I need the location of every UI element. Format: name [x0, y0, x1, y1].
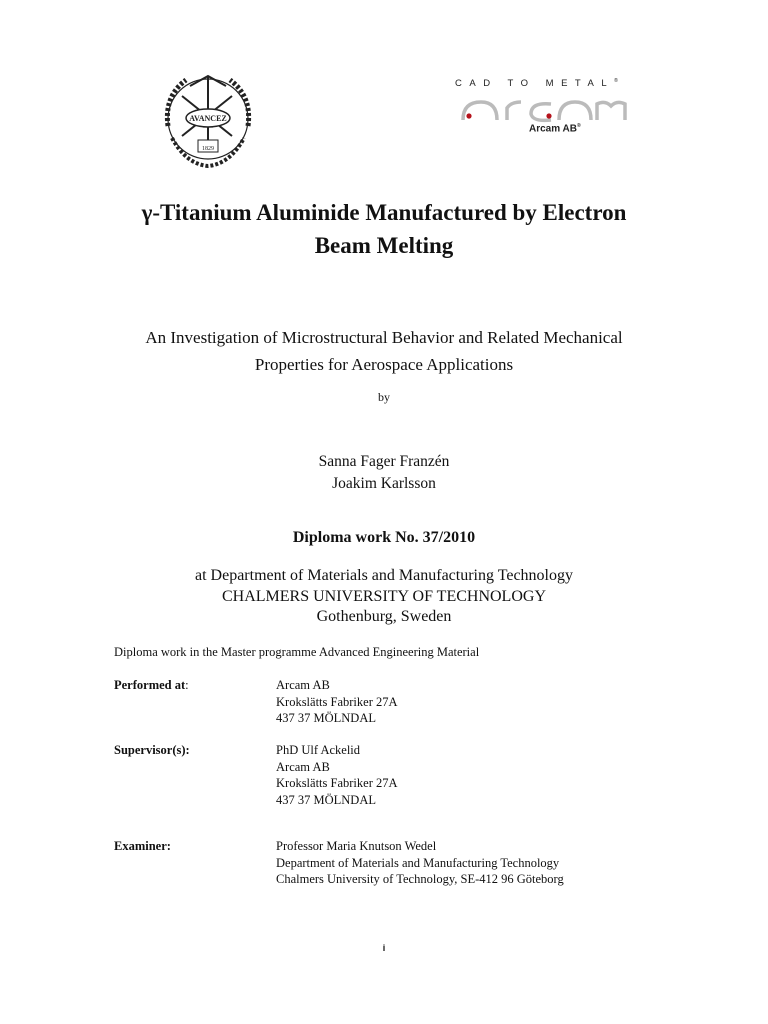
examiner-line: Department of Materials and Manufacturing Technology — [276, 855, 560, 870]
performed-at-label: Performed at: — [114, 678, 189, 692]
supervisor-details — [276, 742, 398, 808]
author-name: Joakim Karlsson — [332, 475, 436, 492]
examiner-line: Chalmers University of Technology, SE-412 96 Göteborg — [276, 872, 564, 886]
authors — [0, 451, 768, 495]
examiner-details — [276, 838, 564, 888]
university-name: CHALMERS UNIVERSITY OF TECHNOLOGY — [221, 587, 546, 605]
address-line: Arcam AB — [276, 678, 330, 692]
supervisor-line: PhD Ulf Ackelid — [276, 743, 361, 757]
subtitle-line-2: Properties for Aerospace Applications — [254, 355, 514, 374]
logo-brand: Arcam AB® — [529, 123, 581, 135]
address-line: 437 37 MÖLNDAL — [276, 711, 376, 725]
address-line: Krokslätts Fabriker 27A — [276, 694, 398, 709]
location: Gothenburg, Sweden — [316, 608, 452, 625]
title-line-2: Beam Melting — [314, 233, 454, 258]
supervisor-line: Krokslätts Fabriker 27A — [276, 776, 398, 790]
supervisor-line: 437 37 MÖLNDAL — [276, 792, 376, 807]
arcam-logo — [455, 78, 635, 140]
svg-text:1829: 1829 — [202, 146, 214, 152]
performed-at-address — [276, 677, 398, 727]
supervisor-line: Arcam AB — [276, 759, 330, 774]
department-line: at Department of Materials and Manufacturing Technology — [194, 567, 573, 584]
svg-text:AVANCEZ: AVANCEZ — [189, 114, 227, 123]
examiner-label: Examiner: — [114, 839, 171, 853]
page-number: i — [382, 943, 386, 953]
examiner-line: Professor Maria Knutson Wedel — [276, 839, 437, 853]
title-line-1: γ-Titanium Aluminide Manufactured by Electron — [141, 200, 627, 225]
chalmers-seal-icon — [146, 66, 270, 176]
supervisor-label: Supervisor(s): — [114, 743, 190, 757]
arcam-wordmark-icon — [455, 92, 635, 124]
document-subtitle — [0, 324, 768, 378]
document-title — [0, 196, 768, 262]
department-block — [0, 566, 768, 628]
subtitle-line-1: An Investigation of Microstructural Behavior and Related Mechanical — [145, 328, 623, 347]
programme-text: Diploma work in the Master programme Advanced Engineering Material — [114, 645, 480, 659]
by-label: by — [378, 390, 390, 404]
author-name: Sanna Fager Franzén — [318, 453, 450, 470]
logo-tagline: CAD TO METAL® — [455, 78, 618, 90]
diploma-number: Diploma work No. 37/2010 — [292, 529, 476, 546]
